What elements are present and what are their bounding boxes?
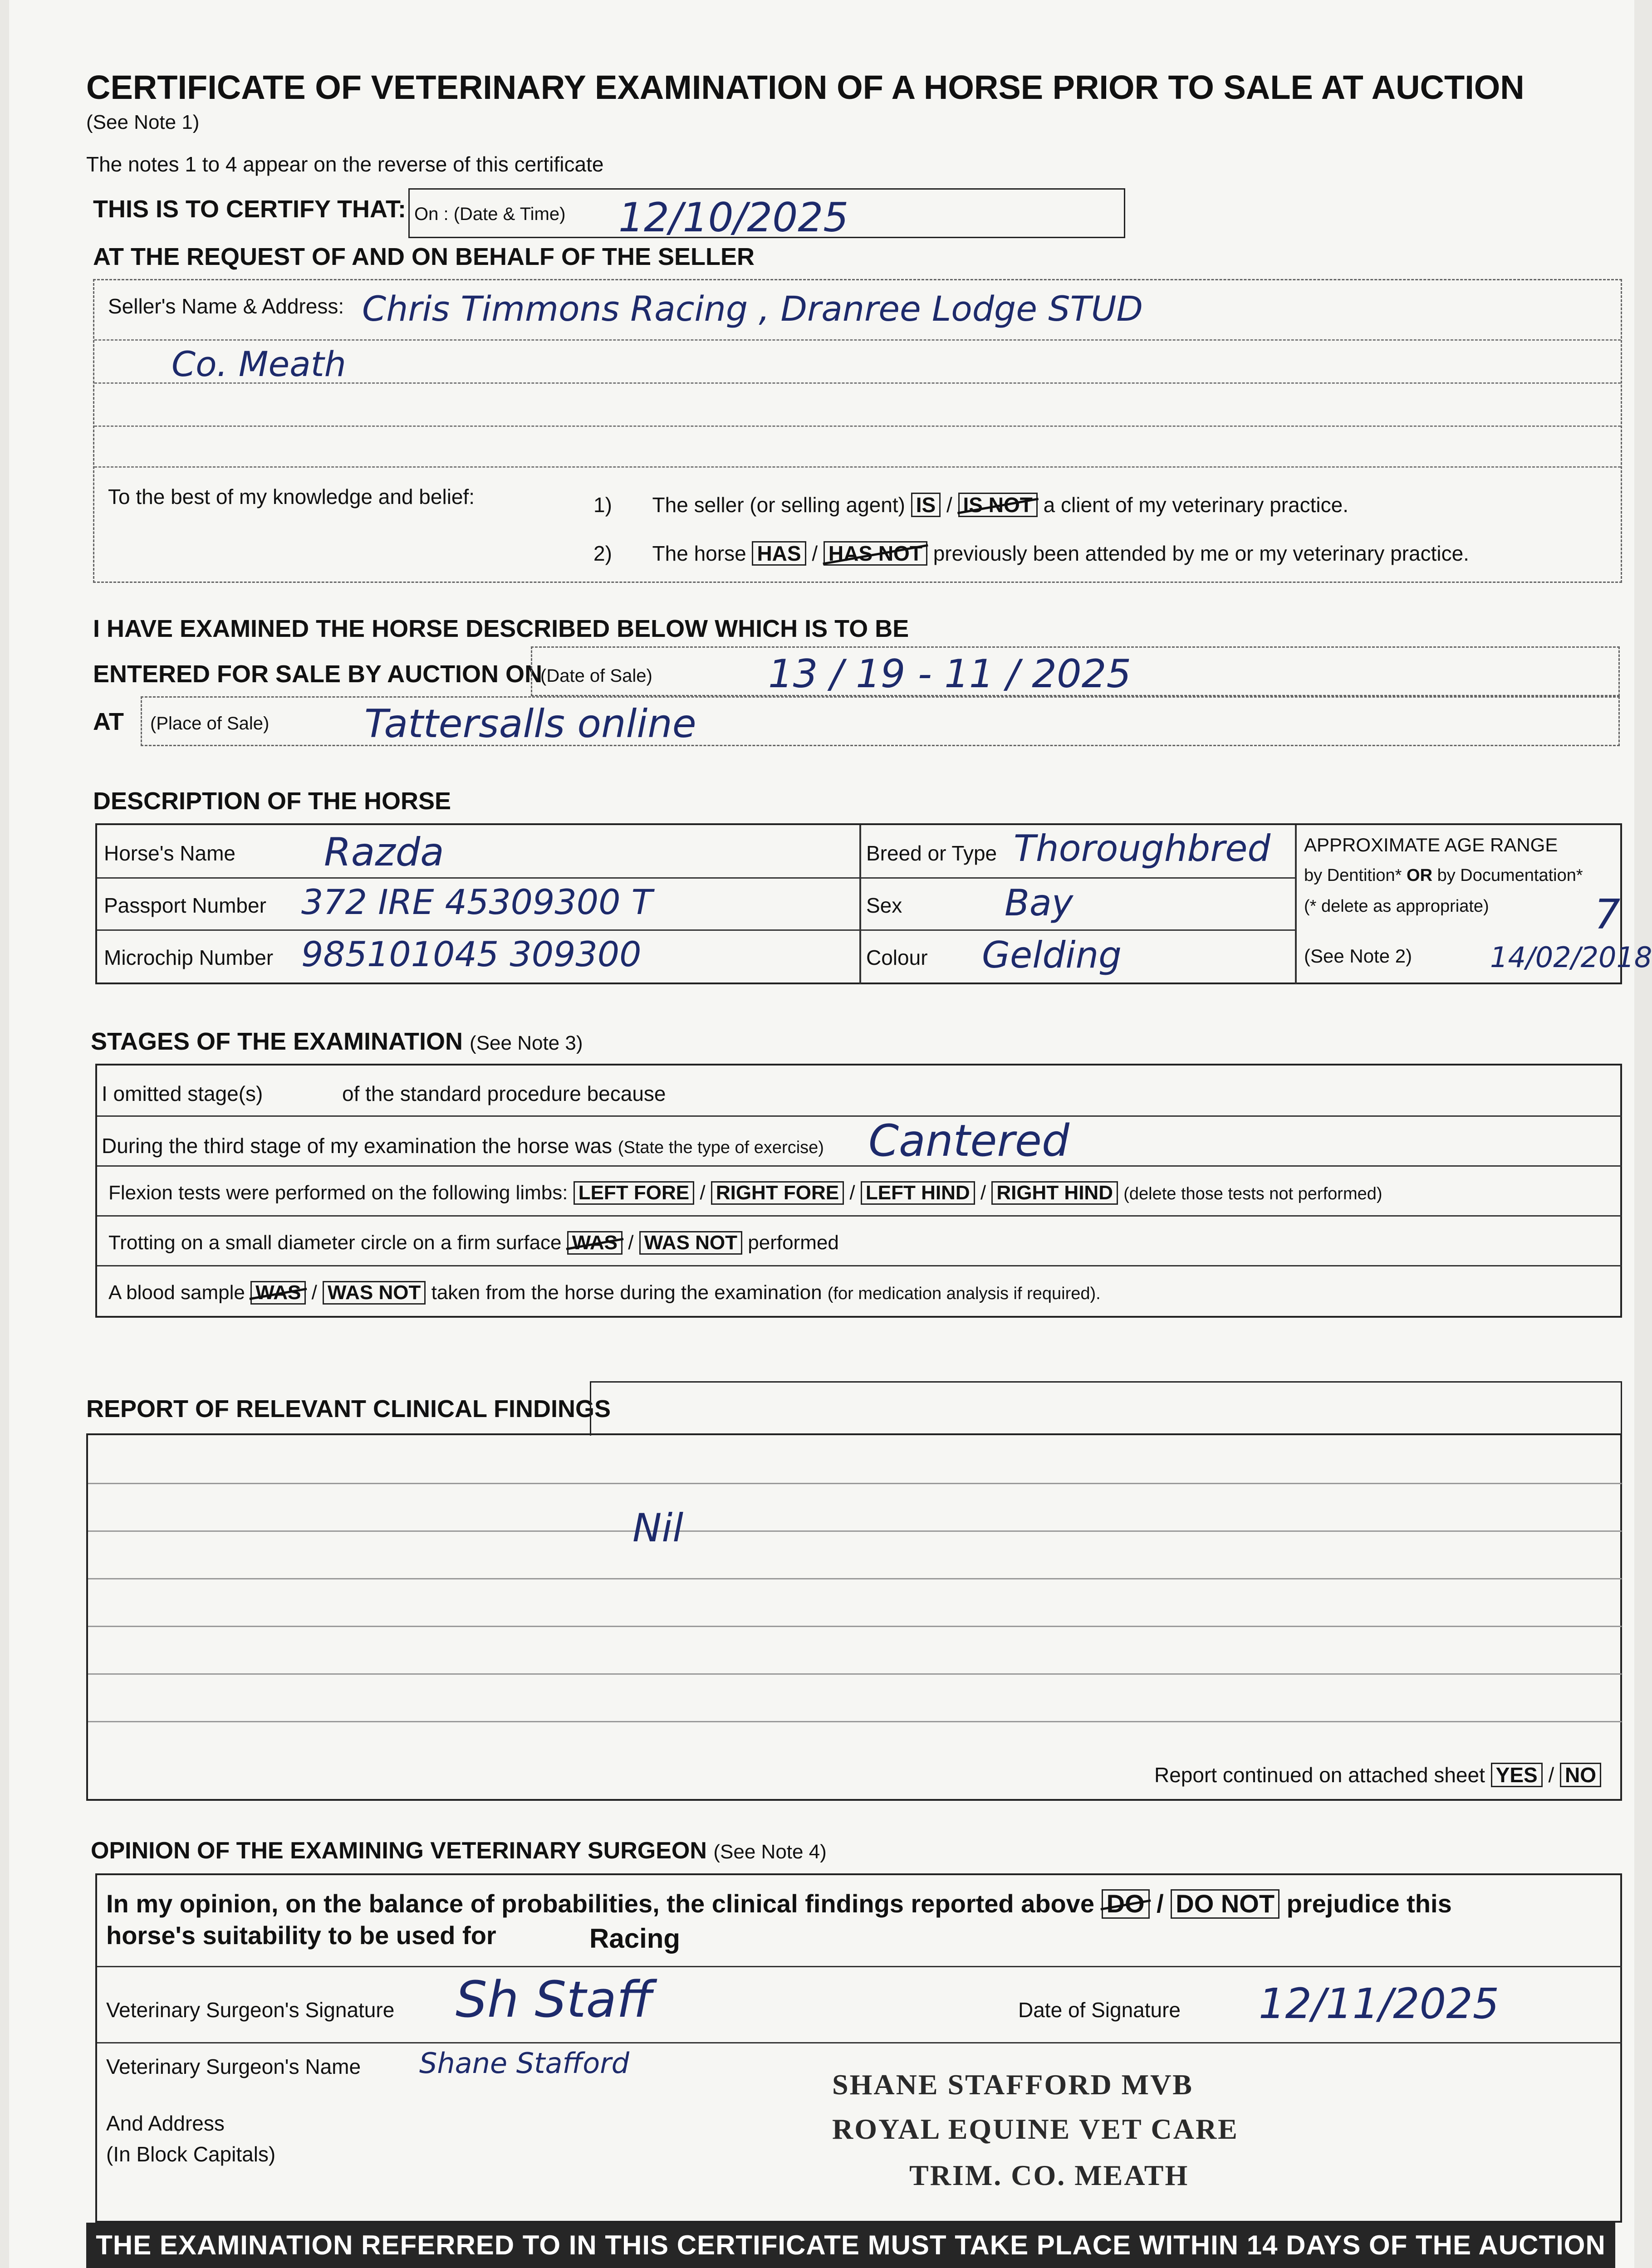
divider: [88, 1483, 1622, 1484]
stamp-line-3: TRIM. CO. MEATH: [909, 2159, 1189, 2191]
flex-left-hind-option[interactable]: LEFT HIND: [861, 1181, 975, 1205]
microchip-label: Microchip Number: [104, 946, 274, 969]
divider: [1295, 825, 1297, 984]
divider: [88, 1530, 1622, 1532]
signature-label: Veterinary Surgeon's Signature: [106, 1998, 395, 2022]
divider: [97, 1966, 1622, 1967]
trot-was-not-option[interactable]: WAS NOT: [639, 1231, 742, 1255]
report-box[interactable]: [86, 1433, 1622, 1801]
knowledge-item-2: 2) The horse HAS / HAS NOT previously been attended by me or my veterinary practice.: [593, 542, 1469, 565]
seller-is-option[interactable]: IS: [911, 493, 941, 517]
description-table: [95, 823, 1652, 984]
on-date-value: 12/10/2025: [618, 194, 849, 241]
opinion-box: [95, 1873, 1622, 2223]
report-heading: REPORT OF RELEVANT CLINICAL FINDINGS: [86, 1395, 611, 1422]
colour-label: Colour: [866, 946, 928, 969]
stages-heading-row: STAGES OF THE EXAMINATION (See Note 3): [91, 1028, 583, 1055]
passport-label: Passport Number: [104, 894, 266, 917]
breed-label: Breed or Type: [866, 841, 997, 865]
divider: [88, 1673, 1622, 1675]
vet-name-value[interactable]: Shane Stafford: [419, 2047, 629, 2080]
flex-left-fore-option[interactable]: LEFT FORE: [574, 1181, 694, 1205]
stamp-line-2: ROYAL EQUINE VET CARE: [832, 2113, 1239, 2145]
seller-box: [93, 279, 1622, 583]
opinion-purpose[interactable]: Racing: [589, 1923, 681, 1954]
divider: [97, 1265, 1622, 1266]
horse-has-option[interactable]: HAS: [752, 541, 806, 566]
colour-value[interactable]: Gelding: [982, 934, 1122, 976]
address-label-2: (In Block Capitals): [106, 2142, 276, 2166]
microchip-value[interactable]: 985101045 309300: [301, 934, 642, 974]
divider: [97, 877, 1295, 879]
age-heading: APPROXIMATE AGE RANGE: [1304, 834, 1558, 855]
age-delete-note: (* delete as appropriate): [1304, 897, 1489, 916]
request-heading: AT THE REQUEST OF AND ON BEHALF OF THE SELLER: [93, 243, 755, 270]
knowledge-item-1: 1) The seller (or selling agent) IS / IS NOT a client of my veterinary practice.: [593, 493, 1349, 517]
report-heading-box: [590, 1381, 1622, 1436]
stamp-line-1: SHANE STAFFORD MVB: [832, 2068, 1193, 2101]
trot-row: Trotting on a small diameter circle on a firm surface WAS / WAS NOT performed: [108, 1231, 839, 1255]
examined-heading: I HAVE EXAMINED THE HORSE DESCRIBED BELOW WHICH IS TO BE: [93, 615, 909, 642]
opinion-do-not-option[interactable]: DO NOT: [1171, 1889, 1279, 1919]
trot-was-option[interactable]: WAS: [567, 1231, 623, 1255]
divider: [97, 1215, 1622, 1217]
continued-no-option[interactable]: NO: [1560, 1763, 1601, 1787]
divider: [88, 1578, 1622, 1579]
divider: [94, 382, 1621, 384]
third-stage-label: During the third stage of my examination the horse was (State the type of exercise): [102, 1134, 824, 1158]
description-heading: DESCRIPTION OF THE HORSE: [93, 787, 451, 815]
blood-row: A blood sample WAS / WAS NOT taken from the horse during the examination (for medication analysis if required).: [108, 1281, 1101, 1305]
knowledge-label: To the best of my knowledge and belief:: [108, 485, 475, 508]
report-value: Nil: [632, 1505, 684, 1551]
divider: [94, 466, 1621, 468]
sale-date-box[interactable]: [531, 646, 1620, 696]
divider: [97, 929, 1295, 931]
seller-line-1[interactable]: Chris Timmons Racing , Dranree Lodge STUD: [362, 288, 1143, 329]
certificate-sheet: [9, 0, 1652, 2268]
signature-value[interactable]: Sh Staff: [456, 1970, 653, 2028]
sale-place-label: (Place of Sale): [150, 714, 270, 733]
age-note: (See Note 2): [1304, 945, 1412, 967]
omitted-label-b: of the standard procedure because: [342, 1082, 666, 1105]
on-date-label: On : (Date & Time): [414, 204, 566, 224]
horse-name-label: Horse's Name: [104, 841, 235, 865]
seller-line-2[interactable]: Co. Meath: [172, 344, 346, 384]
opinion-text-row: In my opinion, on the balance of probabilities, the clinical findings reported above DO / DO NOT prejudice this: [106, 1889, 1452, 1918]
entered-label: ENTERED FOR SALE BY AUCTION ON: [93, 660, 543, 688]
sex-label: Sex: [866, 894, 902, 917]
certificate-title: CERTIFICATE OF VETERINARY EXAMINATION OF A HORSE PRIOR TO SALE AT AUCTION: [86, 68, 1525, 106]
see-note-1: (See Note 1): [86, 111, 200, 133]
flexion-row: Flexion tests were performed on the following limbs: LEFT FORE / RIGHT FORE / LEFT HIND / RIGHT HIND (delete those tests not performed): [108, 1181, 1382, 1205]
third-stage-value[interactable]: Cantered: [868, 1115, 1069, 1166]
opinion-heading-row: OPINION OF THE EXAMINING VETERINARY SURGEON (See Note 4): [91, 1838, 827, 1864]
signature-date-value[interactable]: 12/11/2025: [1259, 1980, 1500, 2028]
certify-date-box[interactable]: [408, 188, 1125, 241]
opinion-suitability-label: horse's suitability to be used for: [106, 1921, 496, 1950]
certify-label: THIS IS TO CERTIFY THAT:: [93, 196, 407, 223]
breed-value[interactable]: Thoroughbred: [1014, 827, 1271, 870]
seller-is-not-option[interactable]: IS NOT: [958, 493, 1038, 517]
address-label: And Address: [106, 2112, 225, 2135]
age-method: by Dentition* OR by Documentation*: [1304, 866, 1583, 885]
at-label: AT: [93, 708, 124, 735]
divider: [94, 425, 1621, 427]
flex-right-hind-option[interactable]: RIGHT HIND: [991, 1181, 1118, 1205]
divider: [97, 1115, 1622, 1117]
divider: [97, 2042, 1622, 2043]
seller-label: Seller's Name & Address:: [108, 294, 344, 318]
footer-banner: THE EXAMINATION REFERRED TO IN THIS CERTIFICATE MUST TAKE PLACE WITHIN 14 DAYS OF THE AUCTION: [86, 2223, 1615, 2268]
divider: [88, 1721, 1622, 1722]
divider: [94, 339, 1621, 341]
divider: [88, 1626, 1622, 1627]
flex-right-fore-option[interactable]: RIGHT FORE: [711, 1181, 844, 1205]
sale-place-value: Tattersalls online: [364, 701, 696, 747]
sex-value[interactable]: Bay: [1005, 882, 1074, 924]
notes-line: The notes 1 to 4 appear on the reverse of this certificate: [86, 152, 604, 176]
horse-name-value[interactable]: Razda: [324, 830, 444, 875]
age-value[interactable]: 7: [1594, 891, 1621, 938]
omitted-label-a: I omitted stage(s): [102, 1082, 263, 1105]
opinion-do-option[interactable]: DO: [1102, 1889, 1150, 1919]
passport-value[interactable]: 372 IRE 45309300 T: [301, 882, 653, 922]
continued-yes-option[interactable]: YES: [1491, 1763, 1543, 1787]
stages-table: [95, 1064, 1622, 1318]
vet-name-label: Veterinary Surgeon's Name: [106, 2055, 361, 2078]
signature-date-label: Date of Signature: [1018, 1998, 1181, 2022]
blood-was-option[interactable]: WAS: [250, 1281, 306, 1305]
sale-date-value: 13 / 19 - 11 / 2025: [768, 651, 1132, 697]
sale-date-label: (Date of Sale): [540, 666, 652, 686]
divider: [859, 825, 861, 984]
blood-was-not-option[interactable]: WAS NOT: [323, 1281, 426, 1305]
sale-place-box[interactable]: [141, 696, 1620, 746]
report-continued-row: Report continued on attached sheet YES / NO: [1154, 1763, 1601, 1787]
age-date[interactable]: 14/02/2018: [1490, 941, 1652, 974]
horse-has-not-option[interactable]: HAS NOT: [824, 541, 927, 566]
divider: [97, 1165, 1622, 1167]
